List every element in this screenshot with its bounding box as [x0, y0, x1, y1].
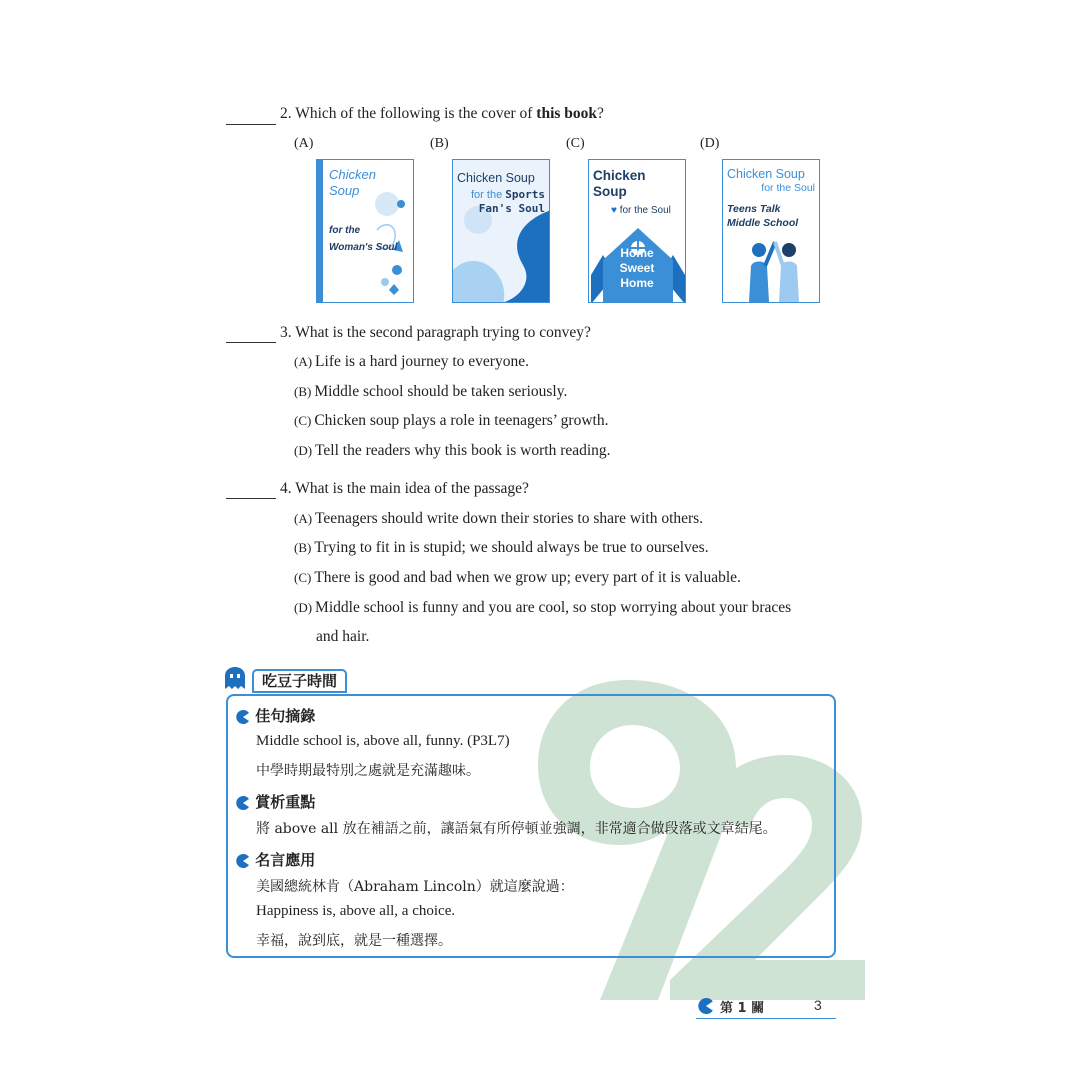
cover-subtitle: for the Soul: [761, 182, 815, 194]
q3-option-c[interactable]: (C) Chicken soup plays a role in teenagers’ growth.: [294, 412, 609, 429]
q3-option-b[interactable]: (B) Middle school should be taken seriously.: [294, 383, 568, 400]
teens-illustration: [733, 236, 813, 302]
heart-icon: ♥: [611, 205, 617, 216]
pacman-icon: [236, 854, 250, 868]
section-title-application: 名言應用: [236, 849, 315, 870]
chapter-label: 第 1 關: [720, 1001, 765, 1016]
book-cover-a[interactable]: [316, 159, 414, 303]
book-cover-c[interactable]: [588, 159, 686, 303]
quote-line-en: Middle school is, above all, funny. (P3L7): [256, 733, 510, 749]
application-line-3: 幸福，說到底，就是一種選擇。: [256, 933, 452, 949]
application-line-1: 美國總統林肯（Abraham Lincoln）就這麼說過：: [256, 879, 574, 895]
pacman-icon: [698, 998, 714, 1014]
cover-spine: [317, 160, 323, 303]
question-3: 3. What is the second paragraph trying to convey?: [280, 324, 591, 341]
section-title-analysis: 賞析重點: [236, 791, 315, 812]
q4-option-b[interactable]: (B) Trying to fit in is stupid; we should always be true to ourselves.: [294, 539, 709, 556]
ghost-icon: [224, 666, 246, 690]
book-cover-d[interactable]: [722, 159, 820, 303]
answer-blank-q2[interactable]: [226, 124, 276, 125]
question-number: 2.: [280, 105, 292, 122]
page-number: 3: [814, 997, 822, 1013]
footer: [696, 996, 836, 1019]
quote-line-zh: 中學時期最特別之處就是充滿趣味。: [256, 763, 480, 779]
cover-subtitle: ♥ for the Soul: [611, 205, 671, 216]
cover-title: Chicken Soup: [593, 168, 646, 199]
cover-letter-b: (B): [430, 136, 449, 151]
cover-letter-a: (A): [294, 136, 314, 151]
question-4: 4. What is the main idea of the passage?: [280, 480, 529, 497]
q4-option-d-continued: and hair.: [316, 628, 370, 645]
q3-option-d[interactable]: (D) Tell the readers why this book is worth reading.: [294, 442, 611, 459]
question-text: Which of the following is the cover of: [295, 105, 537, 122]
book-cover-b[interactable]: [452, 159, 550, 303]
section-title-quote: 佳句摘錄: [236, 705, 315, 726]
cover-title: Chicken Soup: [727, 167, 805, 181]
question-2: [280, 105, 604, 123]
q4-option-a[interactable]: (A) Teenagers should write down their stories to share with others.: [294, 510, 704, 527]
application-line-2: Happiness is, above all, a choice.: [256, 903, 456, 919]
pacman-icon: [236, 710, 250, 724]
answer-blank-q3[interactable]: [226, 342, 276, 343]
box-header: 吃豆子時間: [252, 669, 347, 693]
cover-subtitle: for the Woman's Soul: [329, 225, 398, 253]
cover-subtitle: for the Sports Fan's Soul: [471, 188, 545, 215]
cover-title: Chicken Soup: [329, 167, 376, 198]
house-text: Home Sweet Home: [619, 246, 655, 290]
question-text-bold: this book: [536, 105, 598, 122]
q3-option-a[interactable]: (A) Life is a hard journey to everyone.: [294, 353, 529, 370]
q4-option-d[interactable]: (D) Middle school is funny and you are cool, so stop worrying about your braces: [294, 599, 792, 616]
analysis-line: 將 above all 放在補語之前，讓語氣有所停頓並強調，非常適合做段落或文章結尾。: [256, 821, 777, 837]
cover-title: Chicken Soup: [457, 171, 535, 185]
pacman-icon: [236, 796, 250, 810]
question-text-end: ?: [597, 105, 604, 122]
cover-letter-d: (D): [700, 136, 720, 151]
answer-blank-q4[interactable]: [226, 498, 276, 499]
q4-option-c[interactable]: (C) There is good and bad when we grow up; every part of it is valuable.: [294, 569, 741, 586]
cover-series: Teens Talk Middle School: [727, 203, 799, 229]
cover-letter-c: (C): [566, 136, 585, 151]
